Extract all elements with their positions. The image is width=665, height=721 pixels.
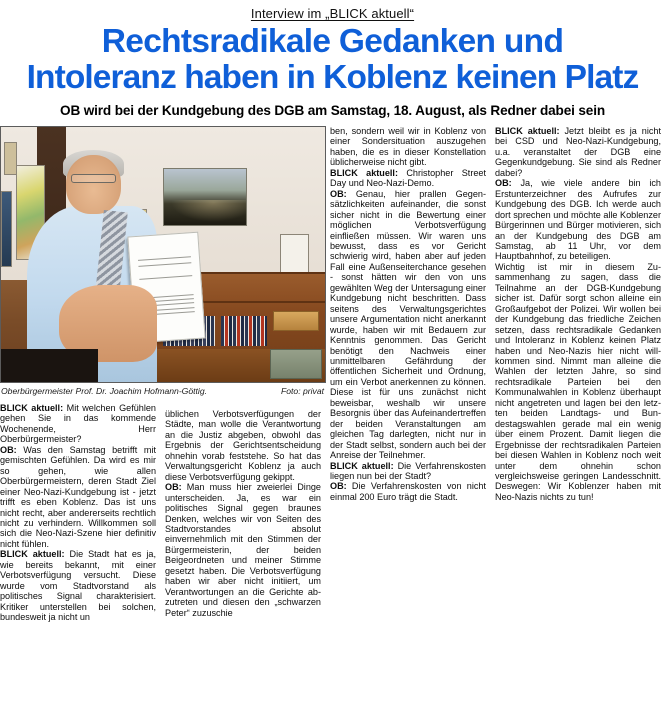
- subheadline: OB wird bei der Kundgebung des DGB am Samstag, 18. August, als Redner dabei sein: [60, 103, 605, 118]
- qa-block: [330, 126, 486, 168]
- speaker-label: OB:: [495, 178, 512, 189]
- qa-block: [330, 168, 486, 189]
- qa-text: üblichen Verbotsverfügungen der Städte, man wolle die Verantwortung an die Justiz abgeben, obwohl das Ergebnis der Gerichtsentscheidung ohnehin vorab feststehe. So hat das Verwaltungsgericht Koblenz ja auch diese Verbotsverfügung gekippt.: [165, 409, 321, 482]
- qa-text: ben, sondern weil wir in Koblenz von einer Sondersituation auszugehen haben, die es in dieser Konstellation üblicherweise nicht gibt.: [330, 126, 486, 168]
- column-3-text: [330, 126, 486, 502]
- qa-block: [330, 481, 486, 502]
- column-2: [165, 126, 330, 721]
- qa-text: Ja, wie viele andere bin ich Erstunterzeichner des Aufrufes zur Kundgebung des DGB. Ich werde auch dort sprechen und möchte alle Koblenzer Bürgerinnen und Bürger motivieren, sich an der Kundgebung des DGB am Samstag, ab 11 Uhr, vor dem Hauptbahnhof, zu beteiligen.: [495, 178, 661, 262]
- portrait-face: [66, 155, 121, 214]
- kicker-text: Interview im „BLICK aktuell“: [250, 6, 415, 21]
- speaker-label: BLICK aktuell:: [495, 126, 560, 136]
- qa-text: Die Verfahrenskosten liegen nun bei der Stadt?: [330, 460, 486, 481]
- speaker-label: OB:: [330, 188, 347, 199]
- qa-block: [0, 549, 156, 622]
- qa-text: Christopher Street Day und Neo-Nazi-Demo.: [330, 167, 486, 189]
- qa-block: [0, 403, 156, 445]
- page-title: [0, 24, 665, 96]
- glasses-icon: [71, 174, 116, 183]
- qa-block: [165, 482, 321, 618]
- qa-text: Die Verfahrenskosten von nicht einmal 200 Euro trägt die Stadt.: [330, 481, 486, 502]
- qa-text: Genau, hier prallen Gegensätzlichkeiten aufeinander, die sonst sicher nicht in die Bewertung einer möglichen Verbotsverfügung einfließen müssen. Wir waren uns bewusst, dass es vor Gericht schwierig wird, haben aber auf jeden Fall eine Außenseiterchance gesehen - sonst hätten wir den von uns gewählten Weg der Untersagung einer Kundgebung nicht beschritten. Dass seitens des Verwaltungsgerichtes unsere Argumentation nicht anerkannt wurde, haben wir mit Bedauern zur Kenntnis genommen. Das Gericht benötigt den Nachweis einer unmittelbaren Gefährdung der öffentlichen Sicherheit und Ordnung, um ein Verbot anerkennen zu können. Diese ist für uns zunächst nicht beweisbar, weshalb wir unsere Besorgnis über das Aufeinandertreffen der beiden Veranstaltungen am gleichen Tag darlegten, nicht nur in der Stadt selbst, sondern auch bei der Anreise der Teilnehmer.: [330, 188, 486, 461]
- kicker-line: [0, 0, 665, 21]
- speaker-label: OB:: [330, 481, 347, 492]
- qa-block: [165, 409, 321, 482]
- headline-line-1: Rechtsradikale Gedanken und: [101, 23, 564, 60]
- qa-block: [495, 262, 661, 502]
- speaker-label: BLICK aktuell:: [330, 167, 398, 178]
- wall-frame-icon: [1, 191, 12, 268]
- qa-block: [0, 445, 156, 550]
- qa-text: Die Stadt hat es ja, wie bereits bekannt, mit einer Verbotsverfügung versucht. Diese wurde vom Stadtvorstand als politisches Signal charakterisiert. Kritiker unterstellen bei solchen, bundesweit ja nicht un: [0, 549, 156, 623]
- headline-line-2: Intoleranz haben in Koblenz keinen Platz: [26, 59, 639, 96]
- column-2-text: [165, 409, 321, 618]
- qa-block: [330, 189, 486, 461]
- column-1-text: [0, 403, 156, 623]
- speaker-label: OB:: [165, 482, 182, 493]
- article-body: [0, 126, 665, 721]
- speaker-label: BLICK aktuell:: [330, 460, 394, 471]
- qa-block: [495, 126, 661, 178]
- qa-text: Was den Samstag betrifft mit gemischten Gefühlen. Da wird es mir so gehen, wie allen Oberbürgermeistern, deren Stadt Ziel einer Neo-Nazi-Kundgebung ist - jetzt trifft es eben Koblenz. Das ist uns nicht recht, aber andererseits rechtlich nicht zu verhindern. Willkommen soll sich die Neo-Nazi-Szene hier definitiv nicht fühlen.: [0, 444, 156, 549]
- photo-gutter-spacer: [165, 126, 321, 409]
- caption-text: Oberbürgermeister Prof. Dr. Joachim Hofmann-Göttig.: [1, 386, 208, 396]
- column-4: [495, 126, 665, 721]
- speaker-label: BLICK aktuell:: [0, 403, 64, 413]
- speaker-label: BLICK aktuell:: [0, 549, 65, 560]
- qa-block: [330, 461, 486, 482]
- qa-text: Mit welchen Gefühlen gehen Sie in das kommende Wochenende, Herr Oberbürgermeister?: [0, 403, 156, 445]
- qa-block: [495, 178, 661, 262]
- qa-text: Jetzt bleibt es ja nicht bei CSD und Neo-Nazi-Kundgebung, u.a. veranstaltet der DGB eine Gegenkundgebung. Sie sind als Redner dabei?: [495, 126, 661, 178]
- column-4-text: [495, 126, 661, 502]
- speaker-label: OB:: [0, 444, 17, 455]
- photo-credit: Foto: privat: [281, 386, 324, 396]
- qa-text: Wichtig ist mir in diesem Zusammenhang zu sagen, dass die Teilnahme an der DGB-Kundgebung sicher ist. Dafür sorgt schon alleine ein Großaufgebot der Polizei. Wir wollen bei der Kundgebung das friedliche Zeichen setzen, dass rechtsradikale Gedanken und Intoleranz in Koblenz keinen Platz haben und Neo-Nazis hier nicht willkommen sind. Nimmt man alleine die Wahlen der letzten Jahre, so sind rechtsradikale Parteien bei den Kommunalwahlen in Koblenz überhaupt nicht angetreten und lagen bei den letzten beiden Landtags- und Bundestagswahlen gerade mal ein wenig über einem Prozent. Damit liegen die Ergebnisse der rechtsradikalen Parteien bei diesen Wahlen in Koblenz noch weit unter dem ohnehin schon vergleichsweise geringen Landesschnitt. Deswegen: Wir Koblenzer haben mit Neo-Nazis nichts zu tun!: [495, 261, 661, 502]
- column-3: [330, 126, 495, 721]
- qa-text: Man muss hier zweierlei Dinge unterscheiden. Ja, es war ein politisches Signal gegen braunes Denken, welches wir von Seiten des Stadtvorstandes absolut einvernehmlich mit den Stimmen der Bürgermeisterin, der beiden Beigeordneten und meiner Stimme gesetzt haben. Die Verbotsverfügung haben wir aber nicht initiiert, um Verantwortungen an die Gerichte abzutreten und diesen den „schwarzen Peter“ zuzuschie: [165, 482, 321, 618]
